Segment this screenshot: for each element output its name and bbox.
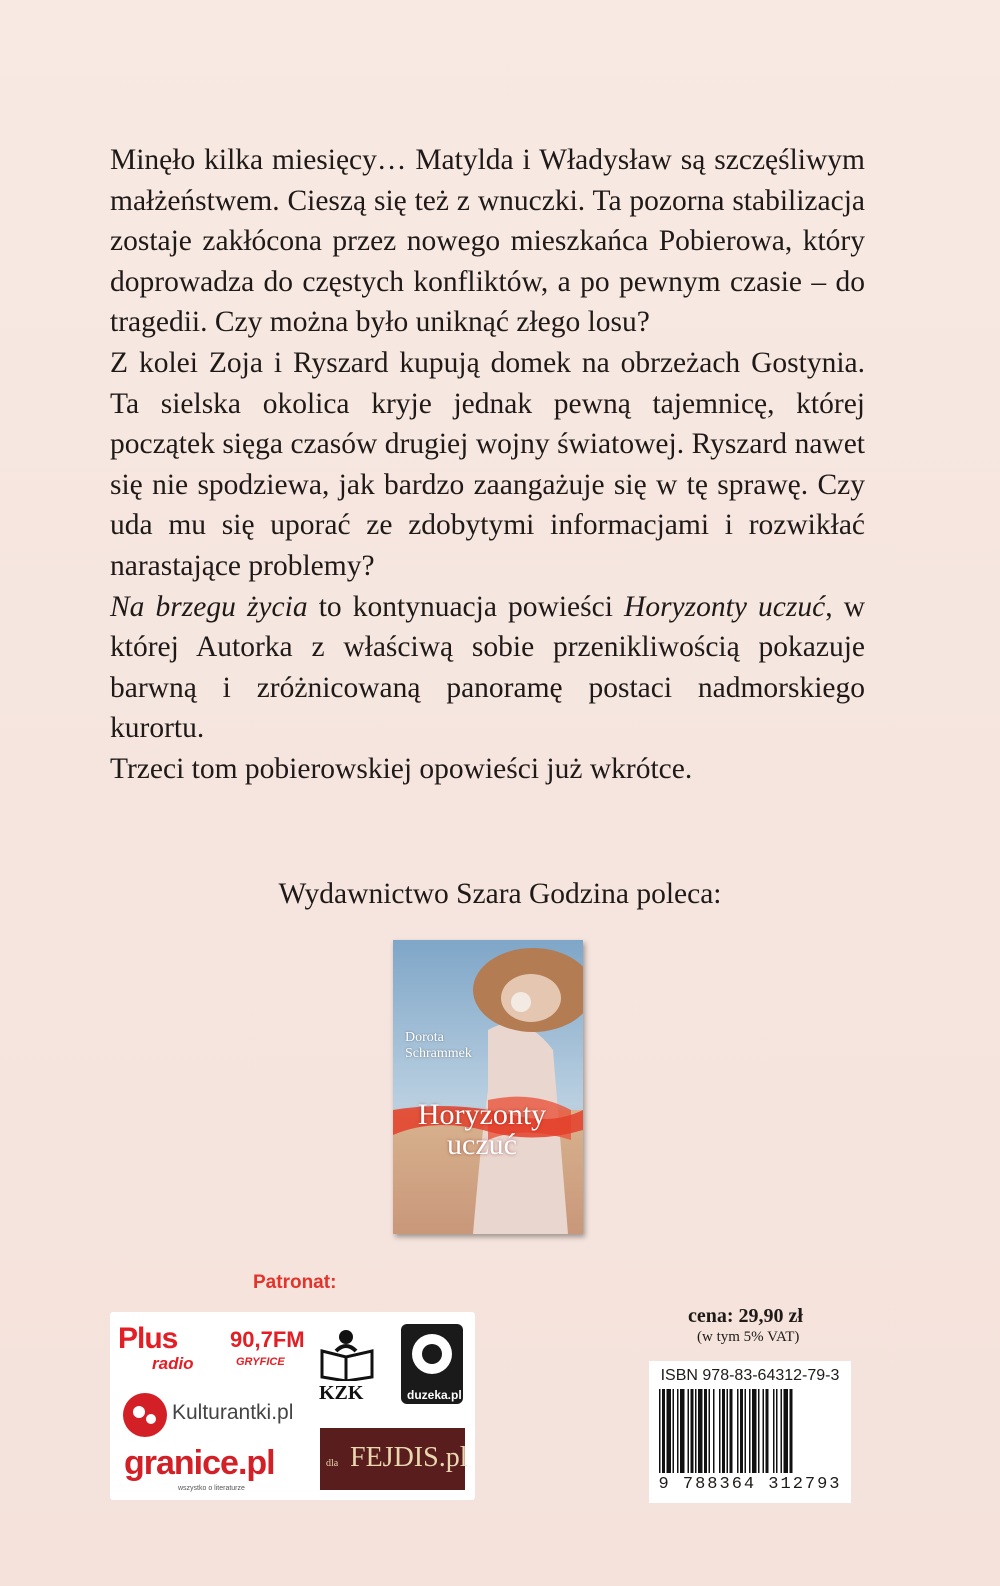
- blurb-paragraph-3: [110, 587, 865, 749]
- granice-tagline: wszystko o literaturze: [178, 1485, 245, 1492]
- book-title: Horyzonty uczuć: [417, 1098, 547, 1161]
- barcode-bars: [657, 1389, 843, 1477]
- plus-radio-sublabel: radio: [152, 1354, 194, 1373]
- barcode-bar: [773, 1389, 775, 1473]
- barcode-bar: [730, 1389, 733, 1473]
- barcode-bar: [662, 1389, 665, 1473]
- book-cover-illustration: [393, 940, 583, 1234]
- radio-frequency: 90,7FM: [230, 1327, 305, 1352]
- barcode-bar: [740, 1389, 743, 1473]
- price-label: cena: 29,90 zł: [688, 1305, 803, 1327]
- plus-radio-logo: Plus: [118, 1322, 178, 1355]
- isbn-barcode: [649, 1361, 851, 1503]
- barcode-bar: [713, 1389, 715, 1473]
- barcode-bar: [722, 1389, 725, 1473]
- barcode-bar: [749, 1389, 751, 1473]
- barcode-bar: [727, 1389, 729, 1473]
- recommended-book-cover: [393, 940, 583, 1234]
- barcode-bar: [766, 1389, 769, 1473]
- book-title-italic: Na brzegu życia: [110, 590, 308, 623]
- kzk-logo: KZK: [319, 1382, 364, 1404]
- blurb-text: [110, 140, 865, 790]
- barcode-bar: [659, 1389, 661, 1473]
- barcode-bar: [763, 1389, 765, 1473]
- granice-logo: granice.pl: [124, 1444, 275, 1482]
- barcode-bar: [709, 1389, 711, 1473]
- blurb-paragraph-2: Z kolei Zoja i Ryszard kupują domek na obrzeżach Gostynia. Ta sielska okolica kryje jednak pewną tajemnicę, której początek sięga czasów drugiej wojny światowej. Ryszard nawet się nie spodziewa, jak bardzo zaangażuje się w tę sprawę. Czy uda mu się uporać ze zdobytymi informacjami i rozwikłać narastające problemy?: [110, 346, 865, 582]
- barcode-bar: [677, 1389, 679, 1473]
- barcode-bar: [695, 1389, 697, 1473]
- barcode-bar: [704, 1389, 707, 1473]
- blurb-paragraph-4: Trzeci tom pobierowskiej opowieści już wkrótce.: [110, 752, 693, 785]
- barcode-bar: [698, 1389, 703, 1473]
- barcode-bar: [781, 1389, 783, 1473]
- duzeka-logo: duzeka.pl: [407, 1388, 462, 1402]
- barcode-bar: [688, 1389, 690, 1473]
- barcode-bar: [752, 1389, 757, 1473]
- isbn-number: ISBN 978-83-64312-79-3: [660, 1367, 840, 1384]
- publisher-recommends: Wydawnictwo Szara Godzina poleca:: [278, 878, 722, 910]
- barcode-digits: 9 788364 312793: [658, 1475, 842, 1494]
- blurb-text-mid: to kontynuacja powieści: [307, 590, 625, 623]
- barcode-bar: [784, 1389, 789, 1473]
- barcode-bar: [691, 1389, 694, 1473]
- kzk-book-icon: [318, 1327, 376, 1386]
- barcode-bar: [776, 1389, 778, 1473]
- barcode-bar: [758, 1389, 760, 1473]
- patron-logos-panel: [110, 1312, 475, 1500]
- previous-book-title-italic: Horyzonty uczuć: [624, 590, 826, 623]
- barcode-bar: [745, 1389, 747, 1473]
- patronat-label: Patronat:: [253, 1272, 337, 1293]
- kulturantki-icon: [122, 1392, 168, 1443]
- book-author: Dorota Schrammek: [405, 1030, 472, 1061]
- radio-city: GRYFICE: [236, 1356, 285, 1368]
- barcode-bar: [667, 1389, 672, 1473]
- vat-note: (w tym 5% VAT): [697, 1329, 800, 1345]
- barcode-bar: [673, 1389, 675, 1473]
- fejdis-logo: FEJDIS.pl: [350, 1442, 468, 1473]
- kulturantki-logo: Kulturantki.pl: [172, 1401, 294, 1424]
- fejdis-prefix: dla: [326, 1458, 339, 1469]
- blurb-paragraph-1: Minęło kilka miesięcy… Matylda i Władysław są szczęśliwym małżeństwem. Cieszą się też z wnuczki. Ta pozorna stabilizacja zostaje zakłócona przez nowego mieszkańca Pobierowa, który doprowadza do częstych konfliktów, a po pewnym czasie – do tragedii. Czy można było uniknąć złego losu?: [110, 144, 865, 339]
- blurb-text-rest: , w której Autorka z właściwą sobie przenikliwością pokazuje barwną i zróżnicowaną panoramę postaci nadmorskiego kurortu.: [110, 590, 865, 745]
- barcode-bar: [737, 1389, 739, 1473]
- barcode-bar: [680, 1389, 685, 1473]
- barcode-bar: [719, 1389, 721, 1473]
- barcode-bar: [790, 1389, 793, 1473]
